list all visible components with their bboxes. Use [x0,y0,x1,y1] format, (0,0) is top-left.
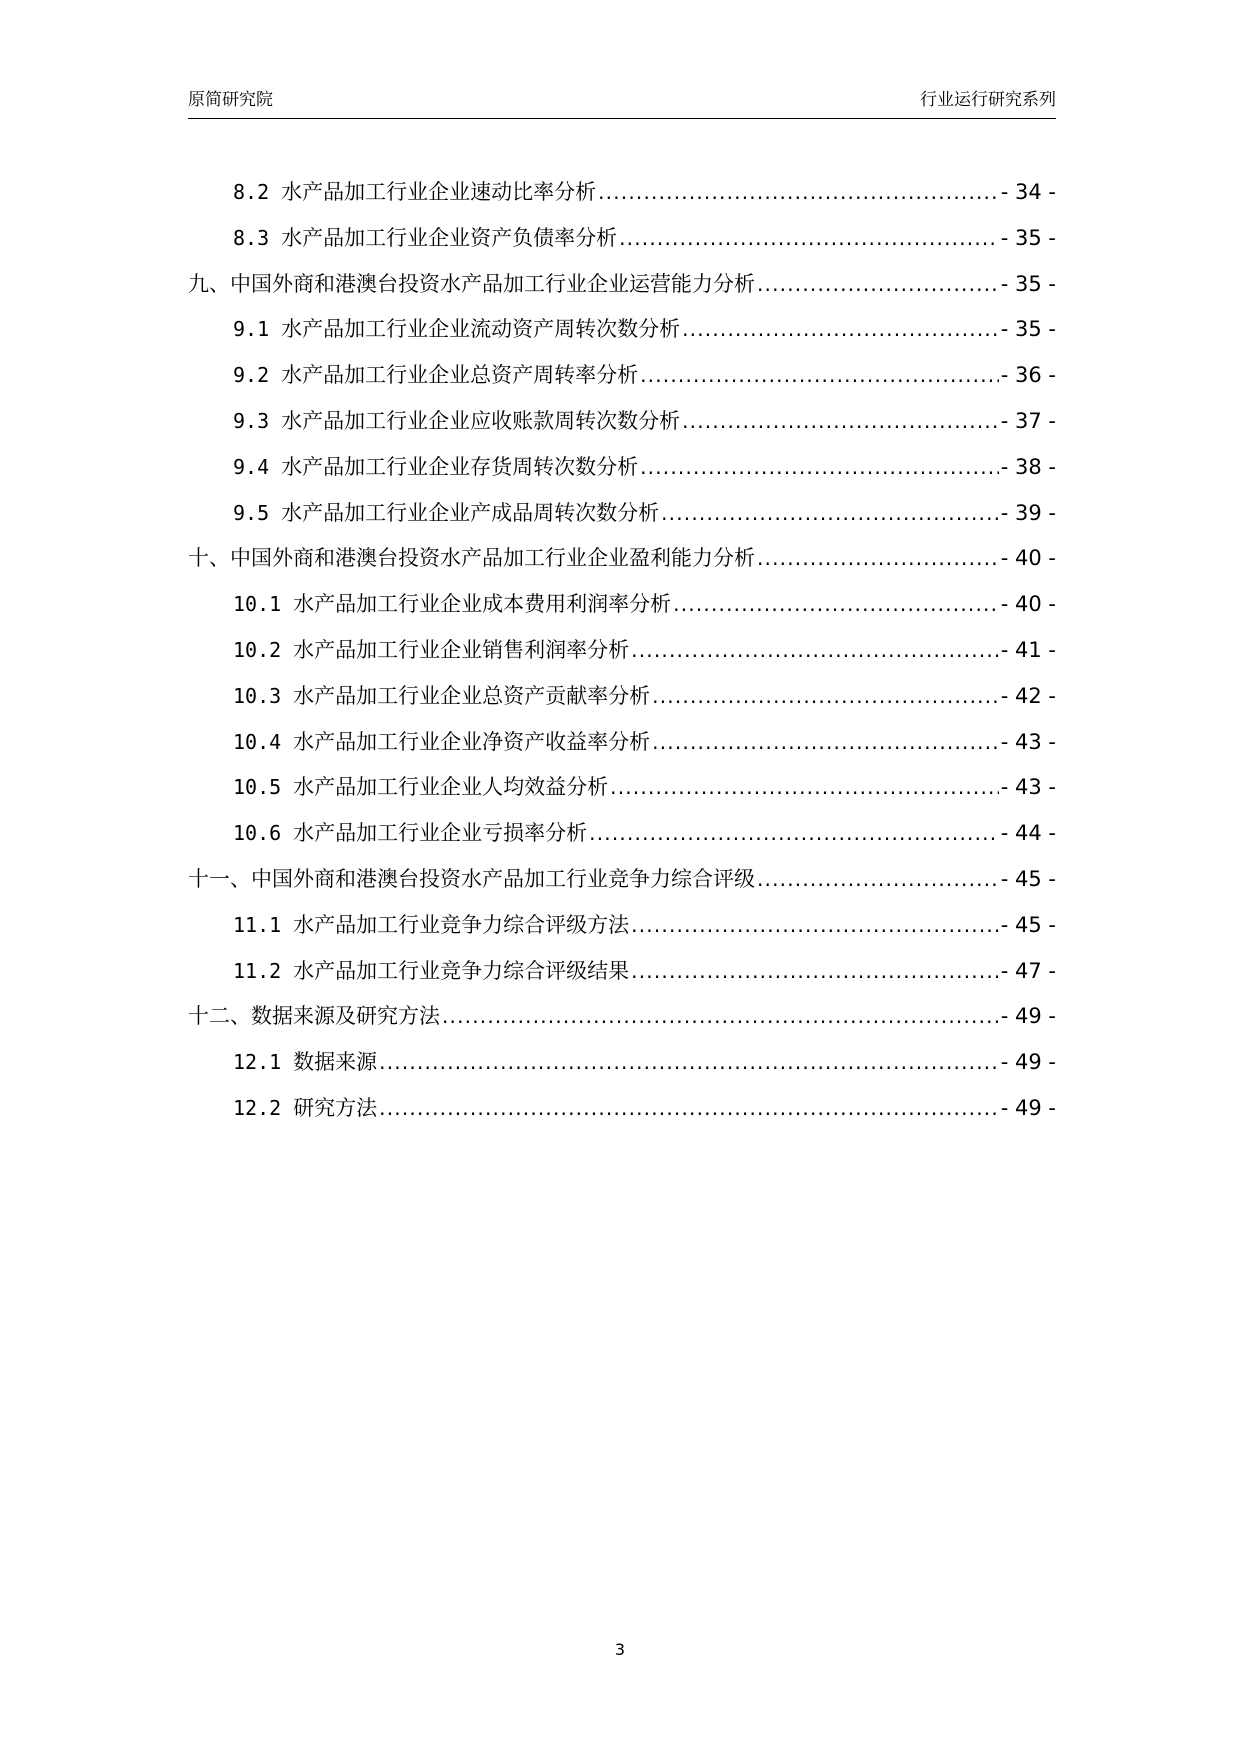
toc-entry-page: - 44 - [1000,821,1056,846]
toc-dot-leader [631,903,999,949]
toc-entry-title: 水产品加工行业企业总资产周转率分析 [281,363,639,388]
toc-dot-leader [442,994,999,1040]
toc-entry-page: - 36 - [1000,363,1056,388]
toc-entry-number: 10.2 [233,637,282,662]
toc-entry[interactable] [188,582,1056,628]
toc-dot-leader [610,765,999,811]
toc-entry-page: - 39 - [1000,500,1056,525]
toc-entry[interactable] [188,445,1056,491]
page-number: 3 [614,1640,626,1659]
table-of-contents [188,170,1056,1132]
toc-entry[interactable] [188,536,1056,582]
toc-entry-page: - 38 - [1000,454,1056,479]
toc-entry-title: 十二、数据来源及研究方法 [188,1004,440,1029]
toc-entry-number: 8.2 [233,180,270,204]
toc-entry-title: 水产品加工行业竞争力综合评级方法 [293,912,630,937]
toc-entry-number: 11.2 [233,958,282,983]
toc-entry-title: 水产品加工行业企业亏损率分析 [293,821,588,846]
toc-dot-leader [619,216,999,262]
toc-entry[interactable] [188,353,1056,399]
toc-entry[interactable] [188,1086,1056,1132]
toc-entry-title: 研究方法 [293,1095,378,1120]
toc-entry[interactable] [188,765,1056,811]
toc-dot-leader [661,491,999,537]
toc-entry-title: 九、中国外商和港澳台投资水产品加工行业企业运营能力分析 [188,271,755,296]
toc-entry[interactable] [188,307,1056,353]
toc-entry-page: - 35 - [1000,225,1056,250]
toc-dot-leader [631,949,999,995]
toc-entry[interactable] [188,216,1056,262]
toc-entry-number: 9.2 [233,363,270,388]
toc-dot-leader [682,307,999,353]
toc-entry[interactable] [188,811,1056,857]
header-institute: 原简研究院 [188,90,273,110]
toc-entry-page: - 35 - [1000,317,1056,342]
toc-entry-title: 十、中国外商和港澳台投资水产品加工行业企业盈利能力分析 [188,546,755,571]
toc-entry-title: 水产品加工行业企业净资产收益率分析 [293,729,651,754]
toc-dot-leader [673,582,999,628]
toc-entry-title: 水产品加工行业企业销售利润率分析 [293,637,630,662]
toc-entry-page: - 49 - [1000,1050,1056,1075]
toc-entry-title: 数据来源 [293,1050,378,1075]
toc-entry-page: - 34 - [1000,180,1056,204]
toc-entry[interactable] [188,491,1056,537]
toc-entry-number: 11.1 [233,912,282,937]
toc-entry[interactable] [188,1040,1056,1086]
toc-entry-page: - 42 - [1000,683,1056,708]
toc-entry-page: - 35 - [1000,271,1056,296]
toc-entry-number: 9.1 [233,317,270,342]
toc-dot-leader [682,399,999,445]
toc-entry-page: - 37 - [1000,408,1056,433]
toc-entry[interactable] [188,994,1056,1040]
toc-entry-title: 水产品加工行业企业速动比率分析 [281,180,597,204]
toc-entry-number: 9.3 [233,408,270,433]
toc-entry-page: - 45 - [1000,912,1056,937]
toc-entry-title: 水产品加工行业企业应收账款周转次数分析 [281,408,681,433]
toc-entry-page: - 40 - [1000,546,1056,571]
toc-dot-leader [652,720,999,766]
toc-entry-title: 水产品加工行业企业成本费用利润率分析 [293,592,672,617]
toc-entry-page: - 41 - [1000,637,1056,662]
toc-entry-title: 十一、中国外商和港澳台投资水产品加工行业竞争力综合评级 [188,866,755,891]
toc-entry-number: 10.5 [233,775,282,800]
header-series: 行业运行研究系列 [920,90,1056,110]
toc-entry-number: 10.1 [233,592,282,617]
toc-entry-title: 水产品加工行业企业存货周转次数分析 [281,454,639,479]
toc-dot-leader [640,353,999,399]
toc-entry-number: 9.5 [233,500,270,525]
toc-entry-number: 12.2 [233,1095,282,1120]
toc-entry-title: 水产品加工行业企业人均效益分析 [293,775,609,800]
toc-entry-page: - 40 - [1000,592,1056,617]
toc-dot-leader [757,857,999,903]
toc-entry[interactable] [188,170,1056,216]
toc-entry-title: 水产品加工行业企业总资产贡献率分析 [293,683,651,708]
toc-entry-page: - 49 - [1000,1095,1056,1120]
toc-entry-page: - 47 - [1000,958,1056,983]
toc-entry[interactable] [188,949,1056,995]
toc-dot-leader [589,811,999,857]
toc-entry[interactable] [188,674,1056,720]
toc-dot-leader [757,262,999,308]
toc-entry-page: - 49 - [1000,1004,1056,1029]
toc-entry-number: 12.1 [233,1050,282,1075]
toc-entry-title: 水产品加工行业企业产成品周转次数分析 [281,500,660,525]
toc-dot-leader [652,674,999,720]
toc-entry-number: 8.3 [233,225,270,250]
toc-entry[interactable] [188,262,1056,308]
toc-entry-page: - 43 - [1000,775,1056,800]
toc-entry-number: 10.6 [233,821,282,846]
toc-entry[interactable] [188,903,1056,949]
toc-entry[interactable] [188,628,1056,674]
toc-entry-title: 水产品加工行业竞争力综合评级结果 [293,958,630,983]
toc-entry-page: - 45 - [1000,866,1056,891]
toc-dot-leader [379,1040,999,1086]
page-header [188,88,1056,119]
toc-dot-leader [631,628,999,674]
toc-entry-page: - 43 - [1000,729,1056,754]
toc-entry-title: 水产品加工行业企业资产负债率分析 [281,225,618,250]
toc-entry[interactable] [188,720,1056,766]
toc-dot-leader [640,445,999,491]
toc-dot-leader [757,536,999,582]
toc-entry-title: 水产品加工行业企业流动资产周转次数分析 [281,317,681,342]
toc-entry[interactable] [188,399,1056,445]
toc-entry[interactable] [188,857,1056,903]
toc-entry-number: 10.3 [233,683,282,708]
toc-entry-number: 10.4 [233,729,282,754]
toc-dot-leader [598,170,999,216]
toc-entry-number: 9.4 [233,454,270,479]
toc-dot-leader [379,1086,999,1132]
